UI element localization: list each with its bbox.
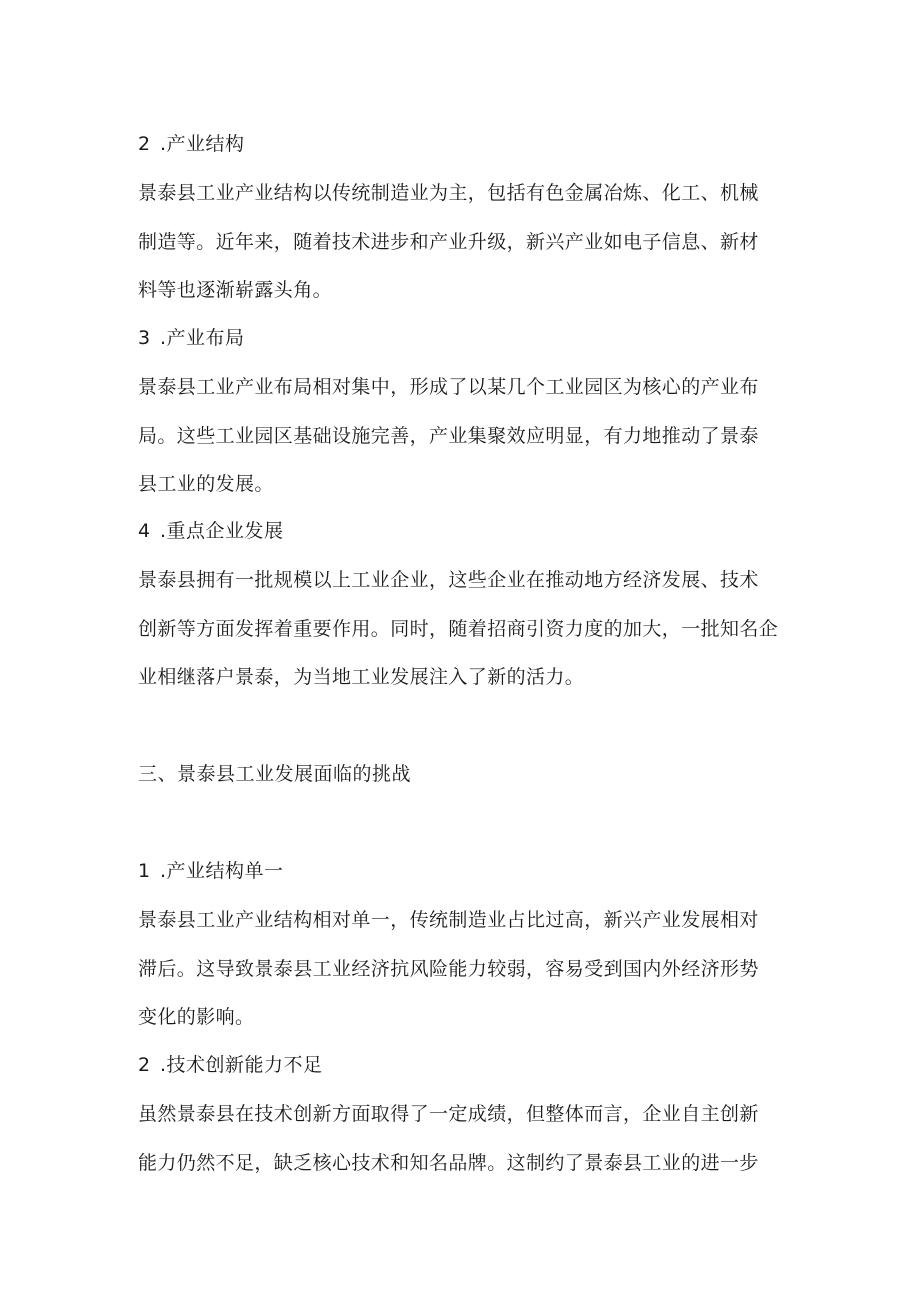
paragraph-line: 局。这些工业园区基础设施完善，产业集聚效应明显，有力地推动了景泰 [138, 424, 759, 447]
paragraph-key-enterprises [138, 556, 788, 702]
subheading-innovation [138, 1052, 323, 1078]
paragraph-line: 变化的影响。 [138, 1006, 255, 1028]
paragraph-single-structure [138, 896, 788, 1042]
paragraph-line: 创新等方面发挥着重要作用。同时，随着招商引资力度的加大，一批知名企 [138, 617, 779, 640]
heading-title: .产业布局 [160, 327, 245, 349]
paragraph-line: 景泰县拥有一批规模以上工业企业，这些企业在推动地方经济发展、技术 [138, 569, 759, 591]
heading-number: 3 [138, 327, 151, 349]
heading-number: 2 [138, 133, 151, 155]
heading-number: 1 [138, 860, 151, 882]
paragraph-industry-layout [138, 363, 788, 509]
paragraph-industry-structure [138, 169, 788, 315]
paragraph-innovation [138, 1090, 788, 1187]
heading-title: .产业结构单一 [160, 860, 284, 882]
section-heading-challenges: 三、景泰县工业发展面临的挑战 [138, 763, 412, 785]
paragraph-line: 滞后。这导致景泰县工业经济抗风险能力较弱，容易受到国内外经济形势 [138, 957, 759, 980]
paragraph-line: 景泰县工业产业结构以传统制造业为主，包括有色金属冶炼、化工、机械 [138, 182, 759, 204]
paragraph-line: 料等也逐渐崭露头角。 [138, 279, 333, 301]
paragraph-line: 景泰县工业产业布局相对集中，形成了以某几个工业园区为核心的产业布 [138, 376, 759, 398]
heading-title: .重点企业发展 [160, 520, 284, 542]
subheading-key-enterprises [138, 518, 284, 544]
paragraph-line: 虽然景泰县在技术创新方面取得了一定成绩，但整体而言，企业自主创新 [138, 1103, 759, 1125]
heading-number: 2 [138, 1054, 151, 1076]
paragraph-line: 制造等。近年来，随着技术进步和产业升级，新兴产业如电子信息、新材 [138, 230, 759, 253]
paragraph-line: 县工业的发展。 [138, 473, 274, 495]
paragraph-line: 能力仍然不足，缺乏核心技术和知名品牌。这制约了景泰县工业的进一步 [138, 1151, 759, 1174]
subheading-industry-layout [138, 325, 245, 351]
paragraph-line: 景泰县工业产业结构相对单一，传统制造业占比过高，新兴产业发展相对 [138, 909, 759, 931]
paragraph-line: 业相继落户景泰，为当地工业发展注入了新的活力。 [138, 666, 585, 688]
heading-title: .技术创新能力不足 [160, 1054, 323, 1076]
heading-title: .产业结构 [160, 133, 245, 155]
subheading-single-structure [138, 858, 284, 884]
subheading-industry-structure [138, 131, 245, 157]
heading-number: 4 [138, 520, 151, 542]
